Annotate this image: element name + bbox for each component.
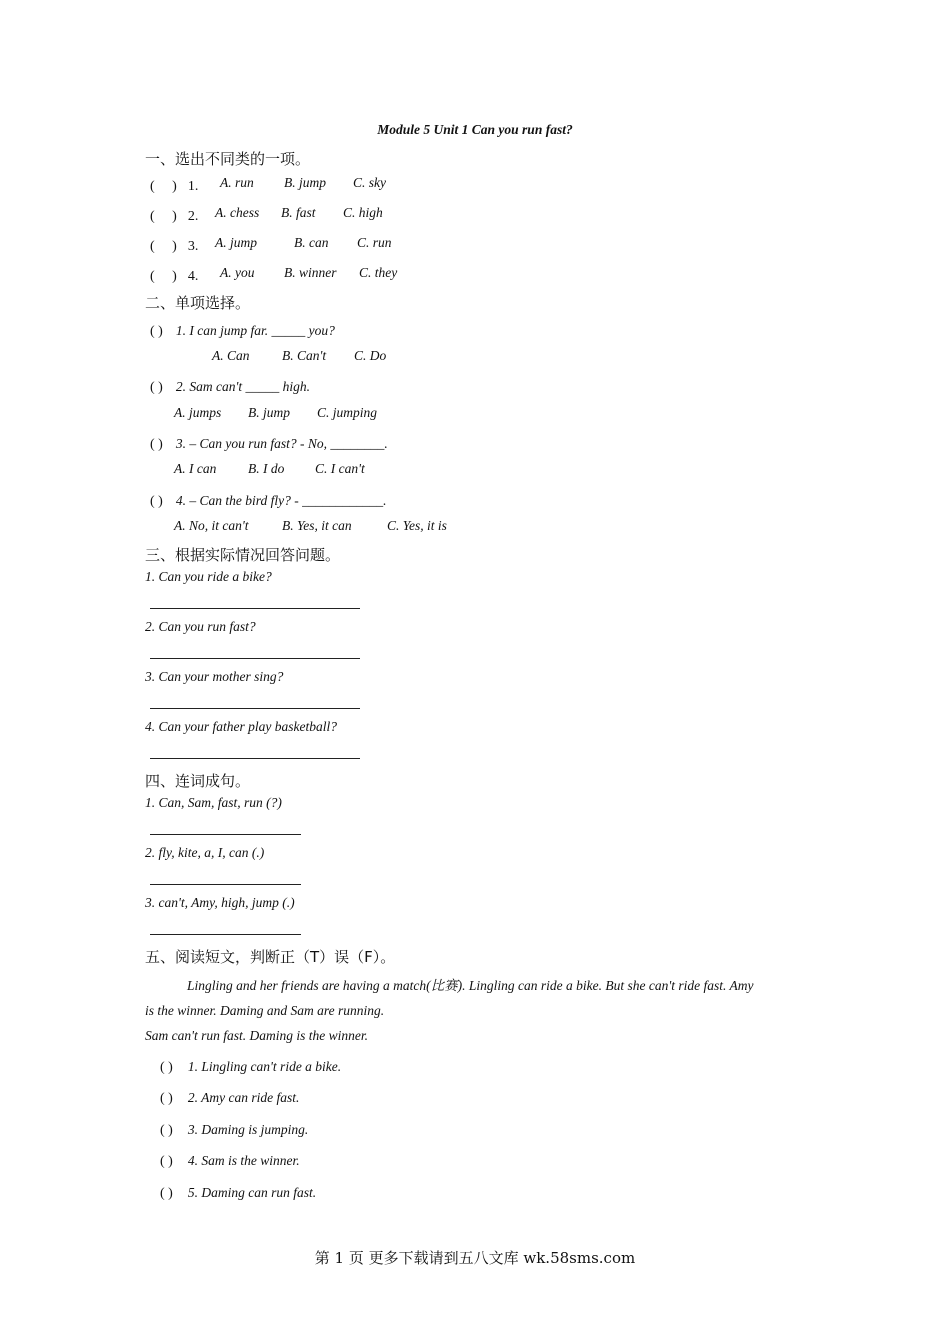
section4-question-1: 1. Can, Sam, fast, run (?) <box>145 795 282 810</box>
option-c: C. jumping <box>317 405 378 420</box>
question-text: 1. I can jump far. _____ you? <box>175 323 335 338</box>
answer-blank: ( ) <box>150 324 163 339</box>
section5-statement-3 <box>160 1119 308 1139</box>
question-number: 1. <box>187 179 199 194</box>
answer-blank: ( ) <box>150 239 177 254</box>
option-c: C. Do <box>354 348 387 363</box>
section2-question-4 <box>150 490 387 510</box>
section1-heading: 一、选出不同类的一项。 <box>145 150 311 168</box>
answer-blank: ( ) <box>160 1186 173 1201</box>
option-a: A. chess <box>215 205 260 220</box>
reading-passage <box>145 973 815 1048</box>
option-c: C. sky <box>353 175 386 190</box>
question-number: 4. <box>187 269 199 284</box>
section2-options-3 <box>174 461 365 477</box>
section2-options-4 <box>174 518 447 534</box>
option-a: A. No, it can't <box>174 518 249 533</box>
question-text: 2. Sam can't _____ high. <box>175 379 311 394</box>
option-c: C. Yes, it is <box>387 518 447 533</box>
answer-line[interactable] <box>150 934 301 935</box>
option-a: A. Can <box>212 348 250 363</box>
answer-line[interactable] <box>150 658 360 659</box>
answer-line[interactable] <box>150 608 360 609</box>
section3-question-2: 2. Can you run fast? <box>145 619 256 634</box>
statement-text: 3. Daming is jumping. <box>187 1122 309 1137</box>
section1-question-4 <box>150 265 398 285</box>
option-b: B. I do <box>248 461 285 476</box>
option-b: B. jump <box>284 175 326 190</box>
section1-question-1 <box>150 175 386 195</box>
option-b: B. Can't <box>282 348 327 363</box>
section5-heading: 五、阅读短文，判断正（T）误（F）。 <box>145 948 396 966</box>
answer-blank: ( ) <box>150 269 177 284</box>
passage-line-3: Sam can't run fast. Daming is the winner. <box>145 1028 369 1043</box>
answer-blank: ( ) <box>150 209 177 224</box>
statement-text: 2. Amy can ride fast. <box>187 1090 300 1105</box>
section3-heading: 三、根据实际情况回答问题。 <box>145 546 341 564</box>
option-b: B. jump <box>248 405 290 420</box>
statement-text: 4. Sam is the winner. <box>187 1153 300 1168</box>
answer-line[interactable] <box>150 758 360 759</box>
section5-statement-1 <box>160 1056 341 1076</box>
answer-blank: ( ) <box>150 494 163 509</box>
answer-line[interactable] <box>150 884 301 885</box>
question-text: 3. – Can you run fast? - No, ________. <box>175 436 388 451</box>
section1-question-2 <box>150 205 383 225</box>
option-a: A. you <box>220 265 255 280</box>
option-b: B. fast <box>281 205 316 220</box>
answer-blank: ( ) <box>150 437 163 452</box>
answer-blank: ( ) <box>160 1091 173 1106</box>
answer-blank: ( ) <box>150 179 177 194</box>
option-a: A. jump <box>215 235 257 250</box>
option-a: A. jumps <box>174 405 222 420</box>
passage-line-1: Lingling and her friends are having a match(比赛). Lingling can ride a bike. But she can't ride fast. Amy <box>187 978 754 993</box>
section4-question-2: 2. fly, kite, a, I, can (.) <box>145 845 265 860</box>
option-c: C. they <box>359 265 398 280</box>
question-number: 2. <box>187 209 199 224</box>
section5-statement-4 <box>160 1150 300 1170</box>
section5-statement-5 <box>160 1182 316 1202</box>
answer-blank: ( ) <box>160 1060 173 1075</box>
answer-blank: ( ) <box>160 1154 173 1169</box>
option-a: A. I can <box>174 461 217 476</box>
answer-blank: ( ) <box>150 380 163 395</box>
option-c: C. run <box>357 235 392 250</box>
section1-question-3 <box>150 235 392 255</box>
passage-line-2: is the winner. Daming and Sam are running. <box>145 1003 385 1018</box>
statement-text: 5. Daming can run fast. <box>187 1185 317 1200</box>
section2-options-1 <box>212 348 387 364</box>
section3-question-3: 3. Can your mother sing? <box>145 669 284 684</box>
question-text: 4. – Can the bird fly? - ____________. <box>175 493 387 508</box>
answer-line[interactable] <box>150 834 301 835</box>
statement-text: 1. Lingling can't ride a bike. <box>187 1059 342 1074</box>
section3-question-4: 4. Can your father play basketball? <box>145 719 337 734</box>
answer-line[interactable] <box>150 708 360 709</box>
section2-question-2 <box>150 376 310 396</box>
section2-options-2 <box>174 405 378 421</box>
option-b: B. Yes, it can <box>282 518 352 533</box>
option-b: B. can <box>294 235 329 250</box>
section2-question-3 <box>150 433 388 453</box>
page-footer: 第 1 页 更多下载请到五八文库 wk.58sms.com <box>314 1249 636 1267</box>
answer-blank: ( ) <box>160 1123 173 1138</box>
section2-heading: 二、单项选择。 <box>145 294 251 312</box>
option-c: C. I can't <box>315 461 365 476</box>
section3-question-1: 1. Can you ride a bike? <box>145 569 272 584</box>
option-c: C. high <box>343 205 383 220</box>
section4-question-3: 3. can't, Amy, high, jump (.) <box>145 895 295 910</box>
section4-heading: 四、连词成句。 <box>145 772 251 790</box>
option-b: B. winner <box>284 265 337 280</box>
question-number: 3. <box>187 239 199 254</box>
section5-statement-2 <box>160 1087 299 1107</box>
page-title: Module 5 Unit 1 Can you run fast? <box>377 122 573 137</box>
option-a: A. run <box>220 175 254 190</box>
section2-question-1 <box>150 320 335 340</box>
